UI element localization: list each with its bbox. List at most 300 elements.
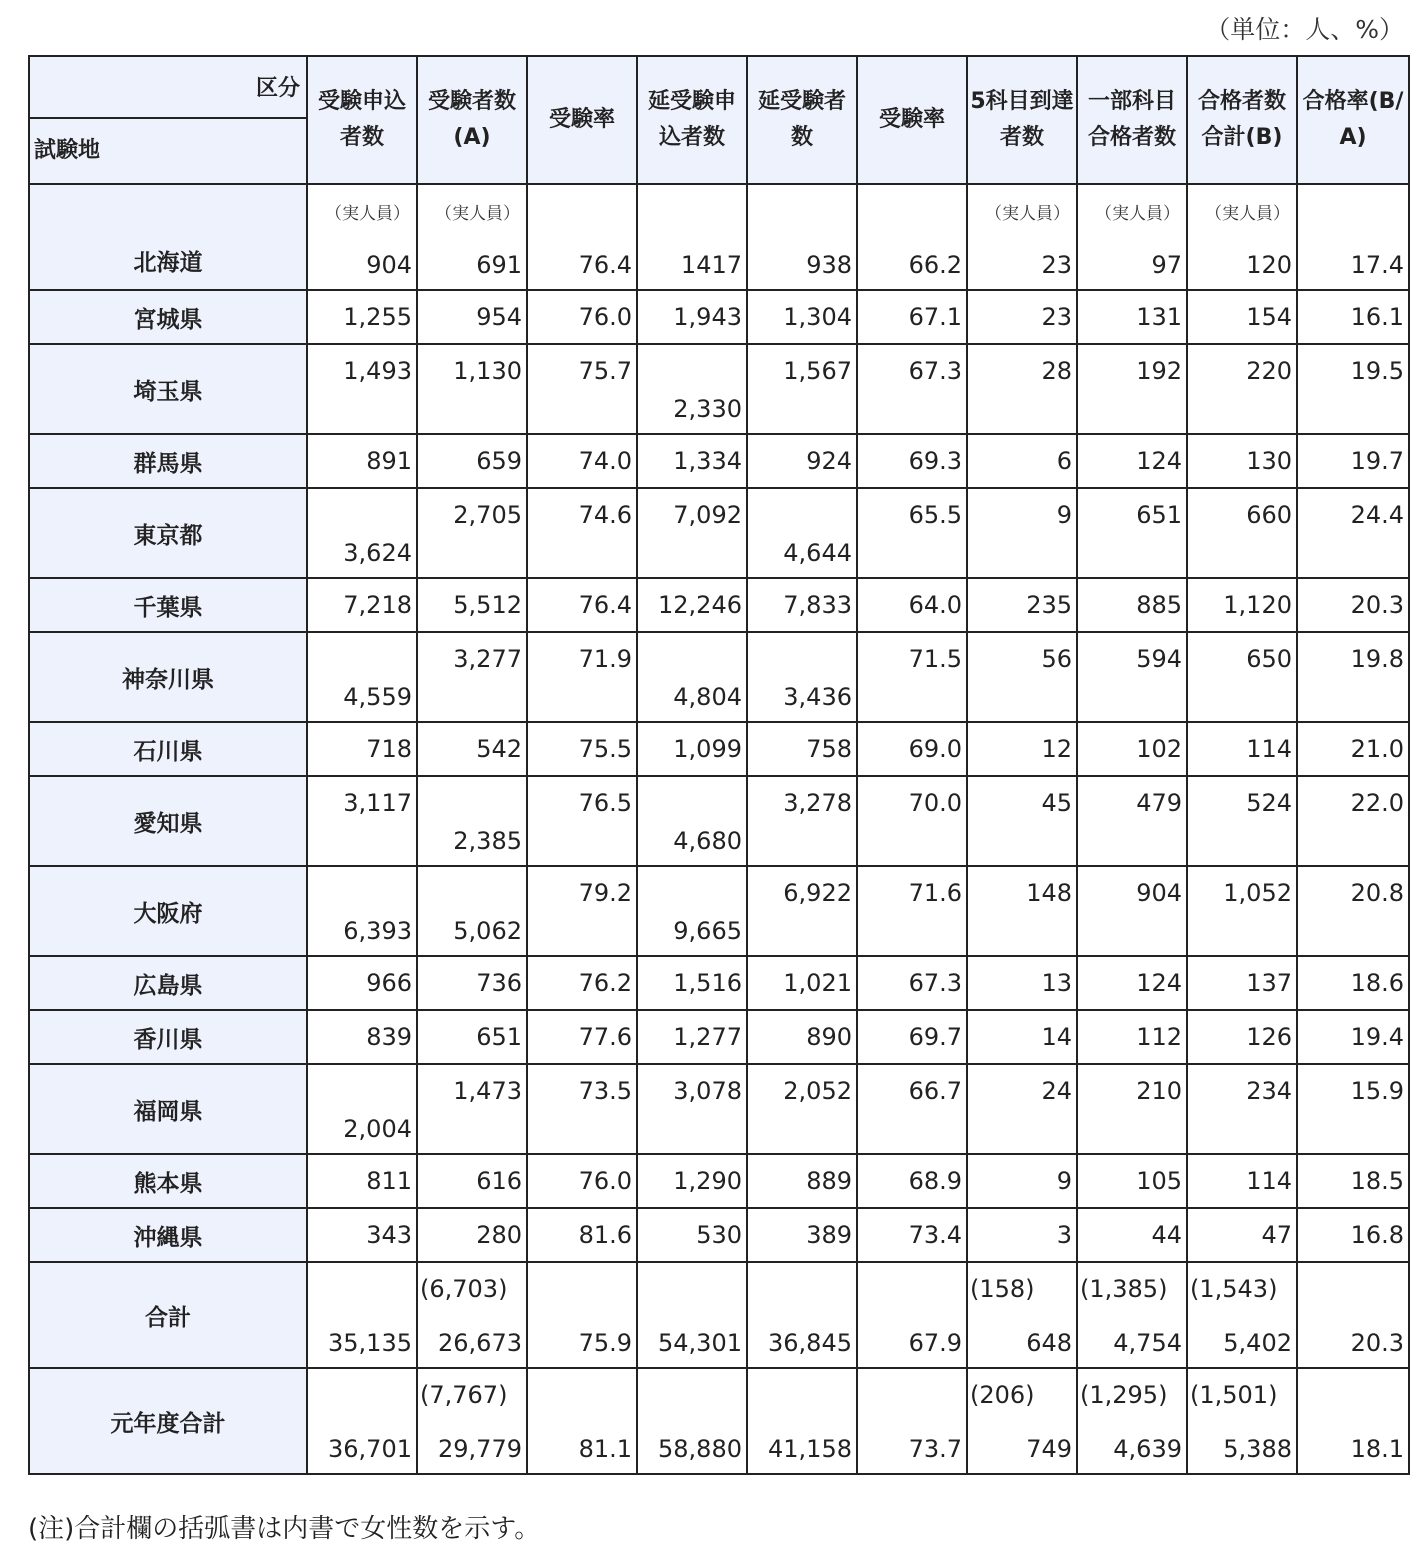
cell-value: 524 — [1246, 789, 1292, 817]
data-cell — [1297, 956, 1409, 1010]
cell-value: 4,639 — [1113, 1435, 1182, 1463]
data-cell — [307, 776, 417, 866]
data-cell — [747, 1064, 857, 1154]
female-count: (206) — [970, 1381, 1035, 1409]
data-cell — [967, 1262, 1077, 1368]
actual-count-note: （実人員） — [1095, 204, 1180, 224]
data-cell — [1297, 866, 1409, 956]
cell-value: 19.5 — [1350, 357, 1404, 385]
cell-value: 67.1 — [908, 303, 962, 331]
table-row — [29, 578, 1409, 632]
cell-value: 1,255 — [343, 303, 412, 331]
data-cell — [637, 184, 747, 290]
data-cell — [1187, 1262, 1297, 1368]
cell-value: 74.0 — [578, 447, 632, 475]
data-cell — [857, 632, 967, 722]
cell-value: 14 — [1041, 1023, 1072, 1051]
cell-value: 3,277 — [453, 645, 522, 673]
data-cell — [1297, 344, 1409, 434]
actual-count-note: （実人員） — [435, 204, 520, 224]
column-header: 受験率 — [527, 56, 637, 184]
data-cell — [967, 434, 1077, 488]
data-cell — [1297, 1154, 1409, 1208]
cell-value: 479 — [1136, 789, 1182, 817]
cell-value: 76.5 — [578, 789, 632, 817]
cell-value: 97 — [1151, 251, 1182, 279]
cell-value: 220 — [1246, 357, 1292, 385]
cell-value: 966 — [366, 969, 412, 997]
female-count: (1,295) — [1080, 1381, 1168, 1409]
cell-value: 73.7 — [908, 1435, 962, 1463]
data-cell — [1297, 1262, 1409, 1368]
cell-value: 5,062 — [453, 917, 522, 945]
cell-value: 9 — [1056, 1167, 1072, 1195]
data-cell — [1077, 1064, 1187, 1154]
cell-value: 81.6 — [578, 1221, 632, 1249]
cell-value: 68.9 — [908, 1167, 962, 1195]
cell-value: 114 — [1246, 1167, 1292, 1195]
cell-value: 19.8 — [1350, 645, 1404, 673]
data-cell — [527, 1154, 637, 1208]
cell-value: 44 — [1151, 1221, 1182, 1249]
cell-value: 192 — [1136, 357, 1182, 385]
data-cell — [1297, 1368, 1409, 1474]
cell-value: 1,473 — [453, 1077, 522, 1105]
data-cell — [527, 290, 637, 344]
total-row — [29, 1368, 1409, 1474]
region-name: 群馬県 — [29, 434, 307, 488]
cell-value: 56 — [1041, 645, 1072, 673]
data-cell — [527, 1262, 637, 1368]
cell-value: 904 — [366, 251, 412, 279]
cell-value: 75.5 — [578, 735, 632, 763]
data-cell — [637, 578, 747, 632]
data-cell — [857, 1262, 967, 1368]
data-cell — [307, 956, 417, 1010]
cell-value: 650 — [1246, 645, 1292, 673]
column-header: 5科目到達者数 — [967, 56, 1077, 184]
data-cell — [527, 1010, 637, 1064]
cell-value: 691 — [476, 251, 522, 279]
cell-value: 15.9 — [1350, 1077, 1404, 1105]
data-cell — [747, 1368, 857, 1474]
region-name: 福岡県 — [29, 1064, 307, 1154]
cell-value: 1,493 — [343, 357, 412, 385]
column-header: 延受験申込者数 — [637, 56, 747, 184]
data-cell — [527, 632, 637, 722]
data-cell — [1077, 184, 1187, 290]
data-cell — [1187, 956, 1297, 1010]
data-cell — [747, 578, 857, 632]
cell-value: 2,705 — [453, 501, 522, 529]
cell-value: 542 — [476, 735, 522, 763]
cell-value: 130 — [1246, 447, 1292, 475]
cell-value: 24.4 — [1350, 501, 1404, 529]
cell-value: 1,516 — [673, 969, 742, 997]
data-cell — [307, 1010, 417, 1064]
data-cell — [527, 956, 637, 1010]
actual-count-note: （実人員） — [985, 204, 1070, 224]
cell-value: 124 — [1136, 447, 1182, 475]
column-header: 合格率(B/A) — [1297, 56, 1409, 184]
cell-value: 5,388 — [1223, 1435, 1292, 1463]
data-cell — [1187, 1208, 1297, 1262]
cell-value: 891 — [366, 447, 412, 475]
cell-value: 1417 — [680, 251, 742, 279]
data-cell — [967, 722, 1077, 776]
data-cell — [1297, 578, 1409, 632]
cell-value: 22.0 — [1350, 789, 1404, 817]
data-cell — [747, 434, 857, 488]
data-cell — [527, 434, 637, 488]
data-cell — [1077, 344, 1187, 434]
table-row — [29, 488, 1409, 578]
data-cell — [307, 344, 417, 434]
data-cell — [747, 184, 857, 290]
cell-value: 71.5 — [908, 645, 962, 673]
cell-value: 530 — [696, 1221, 742, 1249]
data-cell — [527, 722, 637, 776]
cell-value: 758 — [806, 735, 852, 763]
cell-value: 280 — [476, 1221, 522, 1249]
data-cell — [527, 1208, 637, 1262]
data-cell — [857, 344, 967, 434]
cell-value: 154 — [1246, 303, 1292, 331]
data-cell — [857, 488, 967, 578]
cell-value: 18.6 — [1350, 969, 1404, 997]
cell-value: 660 — [1246, 501, 1292, 529]
data-cell — [637, 290, 747, 344]
data-cell — [1077, 1154, 1187, 1208]
cell-value: 5,402 — [1223, 1329, 1292, 1357]
region-name: 香川県 — [29, 1010, 307, 1064]
cell-value: 69.0 — [908, 735, 962, 763]
cell-value: 26,673 — [438, 1329, 522, 1357]
data-cell — [1077, 578, 1187, 632]
cell-value: 71.9 — [578, 645, 632, 673]
cell-value: 36,845 — [768, 1329, 852, 1357]
cell-value: 54,301 — [658, 1329, 742, 1357]
cell-value: 13 — [1041, 969, 1072, 997]
data-cell — [747, 956, 857, 1010]
cell-value: 17.4 — [1350, 251, 1404, 279]
cell-value: 20.3 — [1350, 1329, 1404, 1357]
cell-value: 811 — [366, 1167, 412, 1195]
data-cell — [1077, 1208, 1187, 1262]
data-cell — [1077, 866, 1187, 956]
data-cell — [417, 1368, 527, 1474]
data-cell — [857, 1064, 967, 1154]
data-cell — [307, 1262, 417, 1368]
data-cell — [527, 776, 637, 866]
cell-value: 114 — [1246, 735, 1292, 763]
data-cell — [967, 776, 1077, 866]
data-cell — [527, 578, 637, 632]
cell-value: 71.6 — [908, 879, 962, 907]
data-cell — [967, 1064, 1077, 1154]
cell-value: 24 — [1041, 1077, 1072, 1105]
cell-value: 20.3 — [1350, 591, 1404, 619]
cell-value: 76.2 — [578, 969, 632, 997]
table-row — [29, 956, 1409, 1010]
cell-value: 81.1 — [578, 1435, 632, 1463]
data-cell — [1077, 722, 1187, 776]
column-header: 受験申込者数 — [307, 56, 417, 184]
data-cell — [1297, 722, 1409, 776]
cell-value: 21.0 — [1350, 735, 1404, 763]
cell-value: 924 — [806, 447, 852, 475]
cell-value: 1,567 — [783, 357, 852, 385]
data-cell — [637, 344, 747, 434]
data-cell — [637, 1262, 747, 1368]
data-cell — [1187, 434, 1297, 488]
data-cell — [1187, 1010, 1297, 1064]
data-cell — [307, 434, 417, 488]
header-row — [29, 56, 1409, 184]
region-name: 神奈川県 — [29, 632, 307, 722]
data-cell — [527, 344, 637, 434]
data-cell — [637, 1064, 747, 1154]
data-cell — [637, 632, 747, 722]
cell-value: 839 — [366, 1023, 412, 1051]
cell-value: 76.0 — [578, 1167, 632, 1195]
data-cell — [747, 1262, 857, 1368]
data-cell — [967, 290, 1077, 344]
cell-value: 3 — [1056, 1221, 1072, 1249]
data-cell — [1187, 578, 1297, 632]
cell-value: 19.7 — [1350, 447, 1404, 475]
data-cell — [1187, 722, 1297, 776]
cell-value: 1,120 — [1223, 591, 1292, 619]
cell-value: 66.7 — [908, 1077, 962, 1105]
cell-value: 18.1 — [1350, 1435, 1404, 1463]
data-cell — [1187, 1368, 1297, 1474]
cell-value: 889 — [806, 1167, 852, 1195]
region-name: 千葉県 — [29, 578, 307, 632]
data-cell — [307, 488, 417, 578]
data-cell — [747, 344, 857, 434]
cell-value: 69.7 — [908, 1023, 962, 1051]
data-cell — [637, 1010, 747, 1064]
table-row — [29, 344, 1409, 434]
data-cell — [307, 722, 417, 776]
data-cell — [747, 488, 857, 578]
cell-value: 65.5 — [908, 501, 962, 529]
cell-value: 36,701 — [328, 1435, 412, 1463]
cell-value: 651 — [1136, 501, 1182, 529]
cell-value: 736 — [476, 969, 522, 997]
cell-value: 35,135 — [328, 1329, 412, 1357]
data-cell — [527, 184, 637, 290]
data-cell — [417, 1208, 527, 1262]
data-cell — [967, 866, 1077, 956]
cell-value: 41,158 — [768, 1435, 852, 1463]
table-row — [29, 722, 1409, 776]
data-cell — [857, 866, 967, 956]
data-cell — [417, 1154, 527, 1208]
data-cell — [857, 1208, 967, 1262]
data-cell — [307, 1064, 417, 1154]
data-cell — [1297, 776, 1409, 866]
data-cell — [1077, 956, 1187, 1010]
cell-value: 75.9 — [578, 1329, 632, 1357]
cell-value: 16.8 — [1350, 1221, 1404, 1249]
data-cell — [857, 184, 967, 290]
cell-value: 389 — [806, 1221, 852, 1249]
data-cell — [527, 1368, 637, 1474]
actual-count-note: （実人員） — [1205, 204, 1290, 224]
cell-value: 885 — [1136, 591, 1182, 619]
cell-value: 2,052 — [783, 1077, 852, 1105]
data-cell — [747, 722, 857, 776]
data-cell — [637, 1368, 747, 1474]
data-cell — [417, 1010, 527, 1064]
data-cell — [307, 866, 417, 956]
data-cell — [637, 722, 747, 776]
cell-value: 45 — [1041, 789, 1072, 817]
data-cell — [1187, 488, 1297, 578]
data-cell — [417, 866, 527, 956]
cell-value: 18.5 — [1350, 1167, 1404, 1195]
column-header: 合格者数合計(B) — [1187, 56, 1297, 184]
data-cell — [637, 776, 747, 866]
cell-value: 29,779 — [438, 1435, 522, 1463]
cell-value: 76.4 — [578, 251, 632, 279]
region-name: 大阪府 — [29, 866, 307, 956]
data-cell — [527, 866, 637, 956]
cell-value: 12 — [1041, 735, 1072, 763]
table-row — [29, 1208, 1409, 1262]
cell-value: 1,021 — [783, 969, 852, 997]
table-row — [29, 184, 1409, 290]
region-name: 沖縄県 — [29, 1208, 307, 1262]
data-cell — [967, 632, 1077, 722]
data-cell — [967, 184, 1077, 290]
cell-value: 67.9 — [908, 1329, 962, 1357]
data-cell — [417, 578, 527, 632]
cell-value: 67.3 — [908, 969, 962, 997]
data-cell — [747, 776, 857, 866]
data-cell — [307, 578, 417, 632]
data-cell — [417, 434, 527, 488]
cell-value: 16.1 — [1350, 303, 1404, 331]
exam-location-label: 試験地 — [34, 138, 101, 163]
data-cell — [637, 1208, 747, 1262]
table-row — [29, 1064, 1409, 1154]
data-cell — [1297, 488, 1409, 578]
cell-value: 3,624 — [343, 539, 412, 567]
column-header: 受験率 — [857, 56, 967, 184]
exam-results-table — [28, 55, 1410, 1475]
cell-value: 7,218 — [343, 591, 412, 619]
data-cell — [417, 722, 527, 776]
region-name: 広島県 — [29, 956, 307, 1010]
cell-value: 28 — [1041, 357, 1072, 385]
cell-value: 2,330 — [673, 395, 742, 423]
table-row — [29, 632, 1409, 722]
data-cell — [637, 488, 747, 578]
data-cell — [417, 1064, 527, 1154]
data-cell — [637, 866, 747, 956]
cell-value: 1,277 — [673, 1023, 742, 1051]
cell-value: 648 — [1026, 1329, 1072, 1357]
cell-value: 102 — [1136, 735, 1182, 763]
cell-value: 4,680 — [673, 827, 742, 855]
table-row — [29, 434, 1409, 488]
cell-value: 343 — [366, 1221, 412, 1249]
data-cell — [1077, 1262, 1187, 1368]
table-row — [29, 290, 1409, 344]
category-label: 区分 — [255, 76, 300, 101]
cell-value: 234 — [1246, 1077, 1292, 1105]
cell-value: 7,833 — [783, 591, 852, 619]
data-cell — [747, 866, 857, 956]
table-row — [29, 776, 1409, 866]
cell-value: 1,943 — [673, 303, 742, 331]
data-cell — [857, 776, 967, 866]
region-name: 元年度合計 — [29, 1368, 307, 1474]
cell-value: 76.4 — [578, 591, 632, 619]
region-name: 東京都 — [29, 488, 307, 578]
cell-value: 9 — [1056, 501, 1072, 529]
cell-value: 6,922 — [783, 879, 852, 907]
cell-value: 1,099 — [673, 735, 742, 763]
data-cell — [1297, 184, 1409, 290]
cell-value: 3,436 — [783, 683, 852, 711]
cell-value: 67.3 — [908, 357, 962, 385]
data-cell — [857, 434, 967, 488]
data-cell — [1187, 344, 1297, 434]
cell-value: 76.0 — [578, 303, 632, 331]
data-cell — [637, 434, 747, 488]
data-cell — [1077, 290, 1187, 344]
cell-value: 3,117 — [343, 789, 412, 817]
cell-value: 616 — [476, 1167, 522, 1195]
cell-value: 124 — [1136, 969, 1182, 997]
cell-value: 7,092 — [673, 501, 742, 529]
data-cell — [417, 290, 527, 344]
cell-value: 4,804 — [673, 683, 742, 711]
unit-label: （単位：人、%） — [1205, 15, 1404, 44]
cell-value: 74.6 — [578, 501, 632, 529]
cell-value: 594 — [1136, 645, 1182, 673]
cell-value: 58,880 — [658, 1435, 742, 1463]
cell-value: 148 — [1026, 879, 1072, 907]
cell-value: 137 — [1246, 969, 1292, 997]
cell-value: 64.0 — [908, 591, 962, 619]
cell-value: 4,559 — [343, 683, 412, 711]
data-cell — [747, 290, 857, 344]
data-cell — [967, 1208, 1077, 1262]
cell-value: 659 — [476, 447, 522, 475]
female-count: (7,767) — [420, 1381, 508, 1409]
female-count: (6,703) — [420, 1275, 508, 1303]
data-cell — [1187, 866, 1297, 956]
data-cell — [1297, 434, 1409, 488]
data-cell — [967, 956, 1077, 1010]
data-cell — [967, 344, 1077, 434]
data-cell — [307, 1154, 417, 1208]
actual-count-note: （実人員） — [325, 204, 410, 224]
data-cell — [417, 344, 527, 434]
data-cell — [307, 1208, 417, 1262]
data-cell — [857, 1368, 967, 1474]
data-cell — [967, 1368, 1077, 1474]
cell-value: 5,512 — [453, 591, 522, 619]
cell-value: 75.7 — [578, 357, 632, 385]
table-row — [29, 1010, 1409, 1064]
cell-value: 23 — [1041, 251, 1072, 279]
